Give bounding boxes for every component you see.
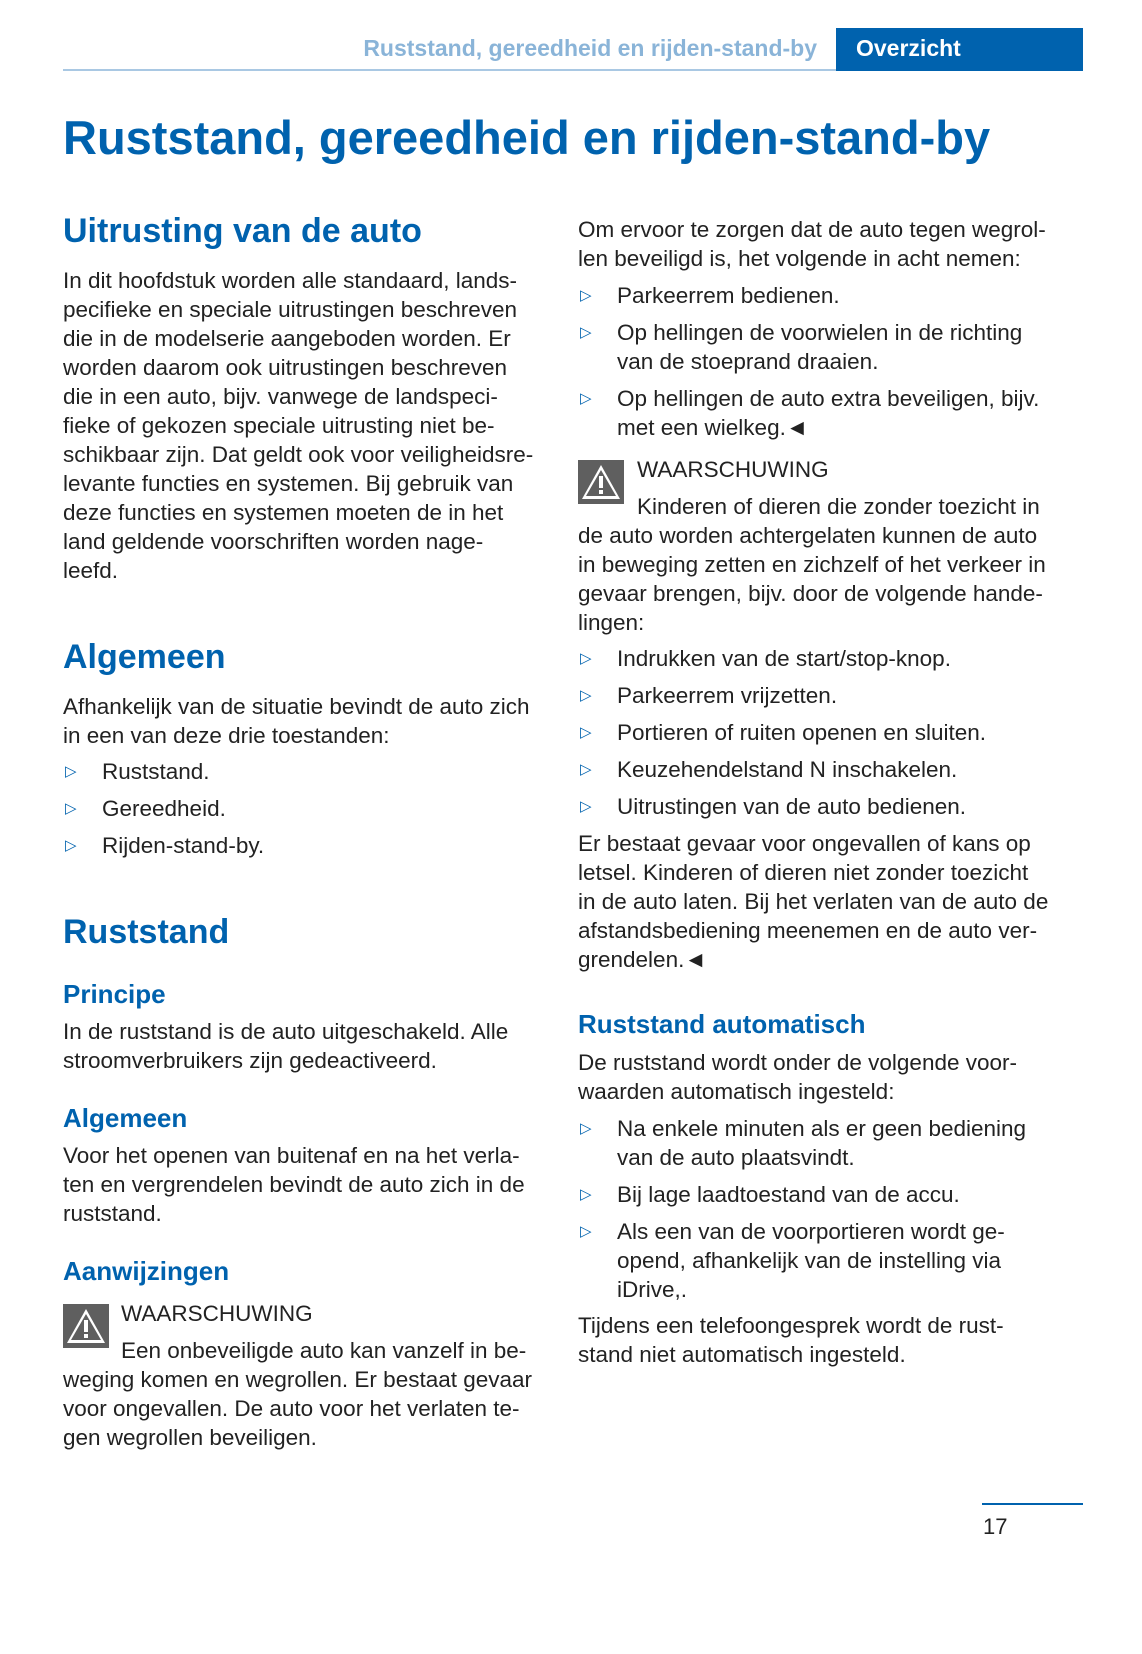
parking-list-item: met een wielkeg.◄ bbox=[617, 414, 809, 440]
paragraph-uitrusting-line: pecifieke en speciale uitrustingen beschreven bbox=[63, 296, 518, 322]
actions-list-bullet-icon: ▷ bbox=[580, 723, 592, 741]
warning-text-line: weging komen en wegrollen. Er bestaat gevaar bbox=[63, 1366, 533, 1392]
conditions-list-item: iDrive,. bbox=[617, 1276, 688, 1302]
states-list-bullet-icon: ▷ bbox=[65, 799, 77, 817]
subheading-algemeen: Algemeen bbox=[63, 1103, 188, 1133]
warning-label: WAARSCHUWING bbox=[121, 1300, 313, 1326]
subheading-ruststand-automatisch: Ruststand automatisch bbox=[578, 1009, 866, 1039]
subheading-aanwijzingen: Aanwijzingen bbox=[63, 1256, 230, 1286]
parking-list-item: Op hellingen de voorwielen in de richting bbox=[617, 319, 1023, 345]
paragraph-uitrusting-line: deze functies en systemen moeten de in het bbox=[63, 499, 504, 525]
actions-list-item: Uitrustingen van de auto bedienen. bbox=[617, 793, 967, 819]
section-heading-uitrusting: Uitrusting van de auto bbox=[63, 212, 422, 250]
paragraph-intro-line: Om ervoor te zorgen dat de auto tegen wegrol- bbox=[578, 216, 1046, 242]
actions-list-bullet-icon: ▷ bbox=[580, 686, 592, 704]
parking-list-bullet-icon: ▷ bbox=[580, 323, 592, 341]
paragraph-algemeen-line: in een van deze drie toestanden: bbox=[63, 722, 390, 748]
parking-list-item: van de stoeprand draaien. bbox=[617, 348, 879, 374]
paragraph-gevaar-line: in de auto laten. Bij het verlaten van de auto de bbox=[578, 888, 1049, 914]
paragraph-automatisch-line: De ruststand wordt onder de volgende voor- bbox=[578, 1049, 1018, 1075]
conditions-list-item: Na enkele minuten als er geen bediening bbox=[617, 1115, 1027, 1141]
section-heading-algemeen: Algemeen bbox=[63, 638, 226, 676]
chapter-tab bbox=[836, 28, 1083, 71]
paragraph-uitrusting-line: In dit hoofdstuk worden alle standaard, lands- bbox=[63, 267, 518, 293]
footer-divider bbox=[982, 1503, 1083, 1505]
paragraph-algemeen-2-line: Voor het openen van buitenaf en na het verla- bbox=[63, 1142, 520, 1168]
warning-text-line: gevaar brengen, bijv. door de volgende hande- bbox=[578, 580, 1043, 606]
states-list-bullet-icon: ▷ bbox=[65, 836, 77, 854]
paragraph-algemeen-2-line: ruststand. bbox=[63, 1200, 162, 1226]
paragraph-uitrusting-line: fieke of gekozen speciale uitrusting niet be- bbox=[63, 412, 495, 438]
warning-text-line: Een onbeveiligde auto kan vanzelf in be- bbox=[121, 1337, 527, 1363]
paragraph-uitrusting-line: land geldende voorschriften worden nage- bbox=[63, 528, 484, 554]
subheading-principe: Principe bbox=[63, 979, 166, 1009]
paragraph-uitrusting-line: leefd. bbox=[63, 557, 119, 583]
conditions-list-item: Als een van de voorportieren wordt ge- bbox=[617, 1218, 1005, 1244]
actions-list-bullet-icon: ▷ bbox=[580, 797, 592, 815]
warning-label: WAARSCHUWING bbox=[637, 456, 829, 482]
paragraph-gevaar-line: grendelen.◄ bbox=[578, 946, 707, 972]
chapter-label: Overzicht bbox=[856, 35, 961, 61]
conditions-list-item: van de auto plaatsvindt. bbox=[617, 1144, 855, 1170]
warning-text-line: in beweging zetten en zichzelf of het verkeer in bbox=[578, 551, 1046, 577]
actions-list-item: Parkeerrem vrijzetten. bbox=[617, 682, 838, 708]
paragraph-telefoon-line: Tijdens een telefoongesprek wordt de rust- bbox=[578, 1312, 1004, 1338]
paragraph-uitrusting-line: worden daarom ook uitrustingen beschreven bbox=[63, 354, 508, 380]
states-list-item: Gereedheid. bbox=[102, 795, 226, 821]
warning-text-line: Kinderen of dieren die zonder toezicht in bbox=[637, 493, 1040, 519]
paragraph-uitrusting-line: die in een auto, bijv. vanwege de landspeci- bbox=[63, 383, 498, 409]
parking-list-bullet-icon: ▷ bbox=[580, 286, 592, 304]
paragraph-uitrusting-line: schikbaar zijn. Dat geldt ook voor veiligheidsre- bbox=[63, 441, 534, 467]
warning-text-line: voor ongevallen. De auto voor het verlaten te- bbox=[63, 1395, 520, 1421]
paragraph-algemeen-2-line: ten en vergrendelen bevindt de auto zich in de bbox=[63, 1171, 525, 1197]
conditions-list-bullet-icon: ▷ bbox=[580, 1222, 592, 1240]
conditions-list-item: Bij lage laadtoestand van de accu. bbox=[617, 1181, 960, 1207]
warning-icon bbox=[578, 460, 624, 504]
parking-list-item: Parkeerrem bedienen. bbox=[617, 282, 840, 308]
paragraph-telefoon-line: stand niet automatisch ingesteld. bbox=[578, 1341, 906, 1367]
warning-icon bbox=[63, 1304, 109, 1348]
header-divider bbox=[63, 69, 836, 71]
paragraph-uitrusting-line: die in de modelserie aangeboden worden. Er bbox=[63, 325, 511, 351]
states-list-item: Rijden-stand-by. bbox=[102, 832, 265, 858]
page-number: 17 bbox=[983, 1514, 1008, 1539]
states-list-bullet-icon: ▷ bbox=[65, 762, 77, 780]
parking-list-item: Op hellingen de auto extra beveiligen, bijv. bbox=[617, 385, 1040, 411]
paragraph-gevaar-line: Er bestaat gevaar voor ongevallen of kans op bbox=[578, 830, 1031, 856]
paragraph-uitrusting-line: levante functies en systemen. Bij gebruik van bbox=[63, 470, 514, 496]
actions-list-bullet-icon: ▷ bbox=[580, 760, 592, 778]
paragraph-gevaar-line: afstandsbediening meenemen en de auto ver- bbox=[578, 917, 1038, 943]
warning-text-line: lingen: bbox=[578, 609, 645, 635]
section-heading-ruststand: Ruststand bbox=[63, 913, 230, 951]
paragraph-algemeen-line: Afhankelijk van de situatie bevindt de auto zich bbox=[63, 693, 530, 719]
actions-list-item: Indrukken van de start/stop-knop. bbox=[617, 645, 951, 671]
paragraph-principe-line: In de ruststand is de auto uitgeschakeld. Alle bbox=[63, 1018, 509, 1044]
paragraph-gevaar-line: letsel. Kinderen of dieren niet zonder toezicht bbox=[578, 859, 1029, 885]
paragraph-automatisch-line: waarden automatisch ingesteld: bbox=[578, 1078, 895, 1104]
parking-list-bullet-icon: ▷ bbox=[580, 389, 592, 407]
conditions-list-bullet-icon: ▷ bbox=[580, 1119, 592, 1137]
actions-list-item: Portieren of ruiten openen en sluiten. bbox=[617, 719, 986, 745]
states-list-item: Ruststand. bbox=[102, 758, 210, 784]
actions-list-bullet-icon: ▷ bbox=[580, 649, 592, 667]
conditions-list-bullet-icon: ▷ bbox=[580, 1185, 592, 1203]
paragraph-principe-line: stroomverbruikers zijn gedeactiveerd. bbox=[63, 1047, 437, 1073]
actions-list-item: Keuzehendelstand N inschakelen. bbox=[617, 756, 958, 782]
paragraph-intro-line: len beveiligd is, het volgende in acht nemen: bbox=[578, 245, 1021, 271]
warning-text-line: de auto worden achtergelaten kunnen de auto bbox=[578, 522, 1038, 548]
warning-text-line: gen wegrollen beveiligen. bbox=[63, 1424, 317, 1450]
running-header-section: Ruststand, gereedheid en rijden-stand-by bbox=[363, 35, 817, 61]
conditions-list-item: opend, afhankelijk van de instelling via bbox=[617, 1247, 1002, 1273]
page-title: Ruststand, gereedheid en rijden-stand-by bbox=[63, 111, 991, 164]
